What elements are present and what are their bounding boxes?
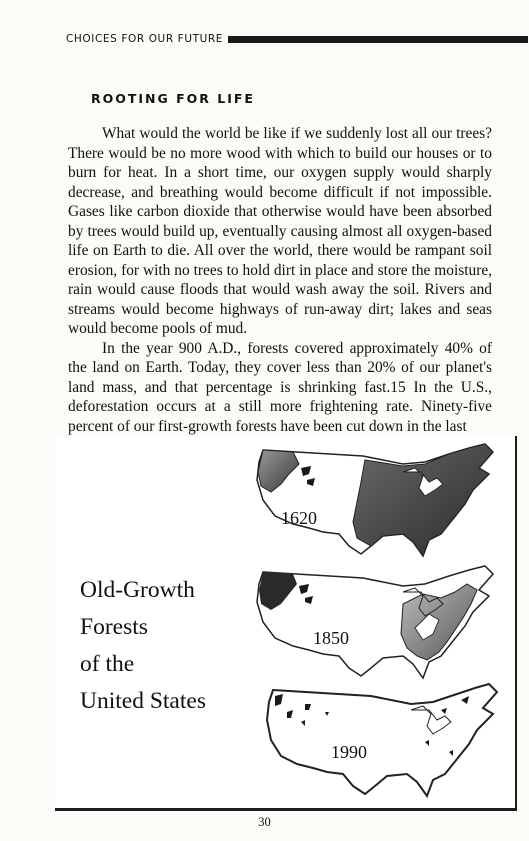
paragraph: What would the world be like if we suddenly lost all our trees? There would be no more wood with which to build our houses or to burn for heat. In a short time, our oxygen supply would sharply decrease, and breathing would become difficult if not impossible. Gases like carbon dioxide that otherwise would have been absorbed by trees would build up, eventually causing almost all oxygen-based life on Earth to die. All over the world, there would be rampant soil erosion, for with no trees to hold dirt in place and store the moisture, rain would cause floods that would wash away the soil. Rivers and streams would become highways of run-away dirt; lakes and seas would become pools of mud. [68,125,492,337]
us-map-1620 [253,442,503,564]
us-map-1990 [265,682,505,804]
paragraph: In the year 900 A.D., forests covered approximately 40% of the land on Earth. Today, they cover less than 20% of our planet's land mass, and that percentage is shrinking fast.15 In the U.S., deforestation occurs at a still more frightening rate. Ninety-five percent of our first-growth forests have been cut down in the last [68,339,492,435]
body-text [68,124,492,436]
map-year-label: 1850 [313,628,349,648]
running-header-label: CHOICES FOR OUR FUTURE [66,33,224,45]
page-number: 30 [258,815,271,829]
figure-title-line: Forests [80,614,148,640]
forest-figure [55,436,517,811]
map-year-label: 1620 [281,508,317,528]
section-title: ROOTING FOR LIFE [91,91,255,106]
figure-title-line: United States [80,688,206,714]
figure-title-line: of the [80,651,135,677]
figure-title [80,572,206,720]
us-map-1850 [255,564,505,686]
figure-title-line: Old-Growth [80,577,195,603]
map-year-label: 1990 [331,742,367,762]
running-header-bar [228,36,528,43]
